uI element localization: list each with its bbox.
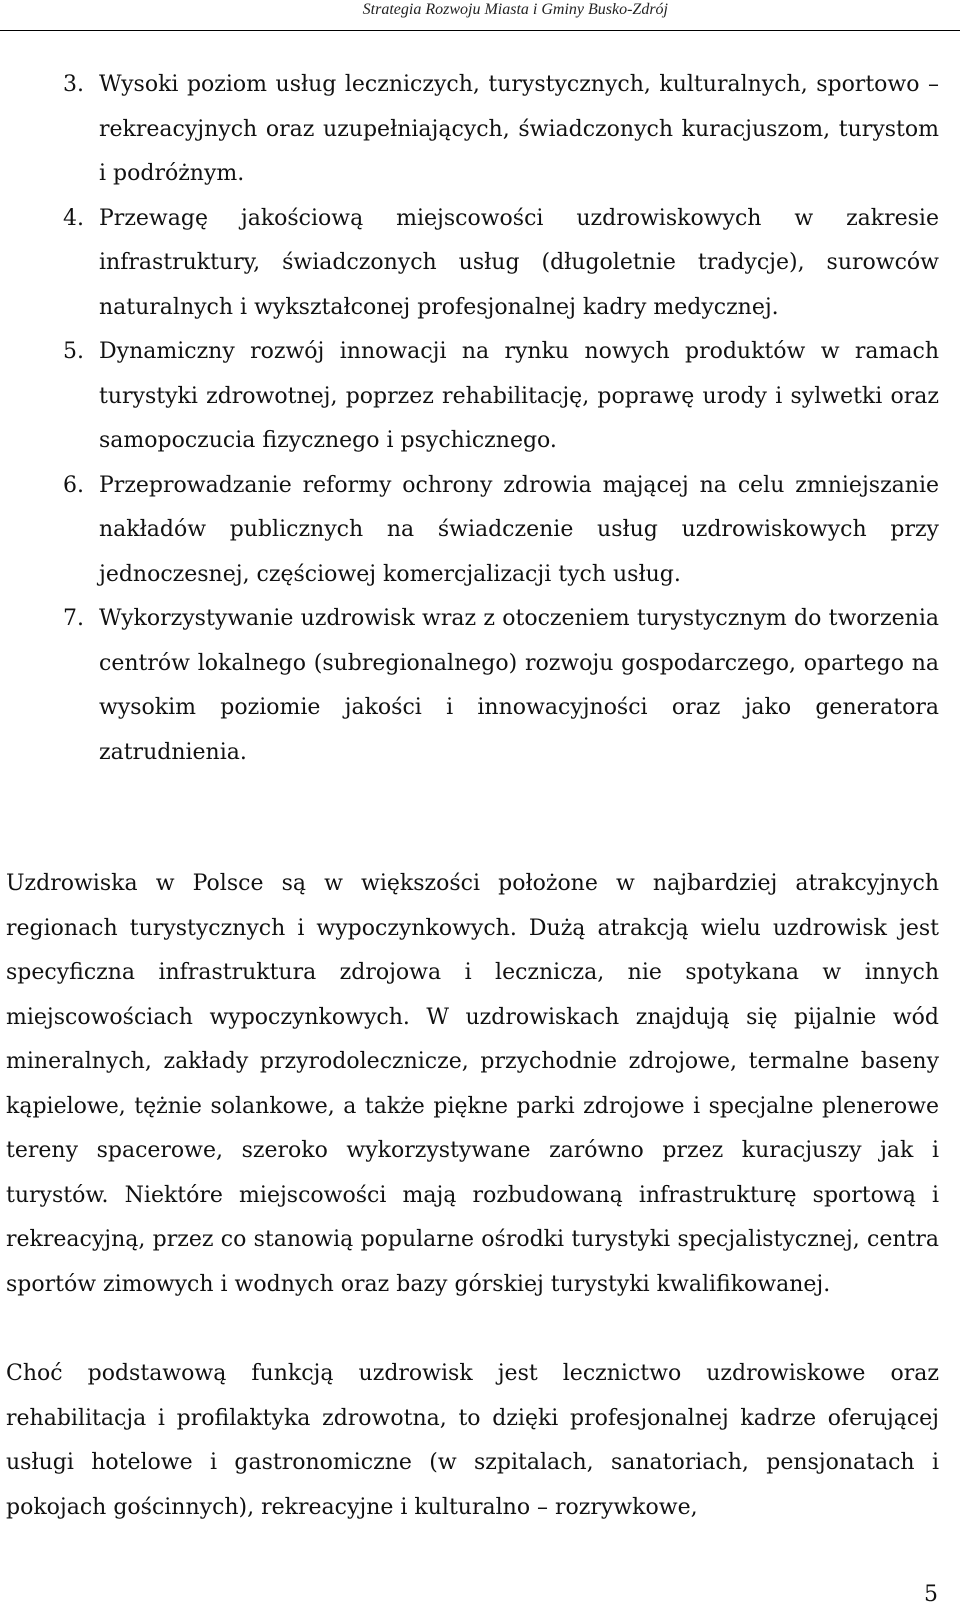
body-paragraph: Choć podstawową funkcją uzdrowisk jest lecznictwo uzdrowiskowe oraz rehabilitacja i profilaktyka zdrowotna, to dzięki profesjonalnej kadrze oferującej usługi hotelowe i gastronomiczne (w szpitalach, sanatoriach, pensjonatach i pokojach gościnnych), rekreacyjne i kulturalno – rozrywkowe,: [6, 1361, 939, 1520]
list-item: [0, 330, 960, 464]
list-item: [0, 197, 960, 331]
body-paragraph: Uzdrowiska w Polsce są w większości położone w najbardziej atrakcyjnych regionach turystycznych i wypoczynkowych. Dużą atrakcją wielu uzdrowisk jest specyficzna infrastruktura zdrojowa i lecznicza, nie spotykana w innych miejscowościach wypoczynkowych. W uzdrowiskach znajdują się pijalnie wód mineralnych, zakłady przyrodolecznicze, przychodnie zdrojowe, termalne baseny kąpielowe, tężnie solankowe, a także piękne parki zdrojowe i specjalne plenerowe tereny spacerowe, szeroko wykorzystywane zarówno przez kuracjuszy jak i turystów. Niektóre miejscowości mają rozbudowaną infrastrukturę sportową i rekreacyjną, przez co stanowią popularne ośrodki turystyki specjalistycznej, centra sportów zimowych i wodnych oraz bazy górskiej turystyki kwalifikowanej.: [6, 871, 939, 1297]
list-item-text: Dynamiczny rozwój innowacji na rynku nowych produktów w ramach turystyki zdrowotnej, poprzez rehabilitację, poprawę urody i sylwetki oraz samopoczucia fizycznego i psychicznego.: [99, 339, 939, 453]
list-item-number: 5.: [63, 339, 84, 364]
list-item-number: 3.: [63, 72, 84, 97]
list-item-number: 4.: [63, 205, 84, 231]
list-item: [0, 597, 960, 775]
page-number: 5: [924, 1582, 938, 1607]
running-header: [0, 0, 960, 31]
list-item: [0, 464, 960, 598]
list-item: [0, 63, 960, 197]
list-item-text: Przeprowadzanie reformy ochrony zdrowia mającej na celu zmniejszanie nakładów publicznych na świadczenie usług uzdrowiskowych przy jednoczesnej, częściowej komercjalizacji tych usług.: [99, 472, 939, 587]
numbered-list: [0, 63, 960, 775]
list-item-number: 7.: [63, 606, 84, 631]
list-item-text: Wykorzystywanie uzdrowisk wraz z otoczeniem turystycznym do tworzenia centrów lokalnego (subregionalnego) rozwoju gospodarczego, opartego na wysokim poziomie jakości i innowacyjności oraz jako generatora zatrudnienia.: [99, 606, 939, 765]
header-title: Strategia Rozwoju Miasta i Gminy Busko-Zdrój: [362, 1, 668, 18]
list-item-text: Przewagę jakościową miejscowości uzdrowiskowych w zakresie infrastruktury, świadczonych usług (długoletnie tradycje), surowców naturalnych i wykształconej profesjonalnej kadry medycznej.: [99, 205, 939, 320]
list-item-number: 6.: [63, 472, 84, 498]
list-item-text: Wysoki poziom usług leczniczych, turystycznych, kulturalnych, sportowo – rekreacyjnych oraz uzupełniających, świadczonych kuracjuszom, turystom i podróżnym.: [99, 72, 939, 186]
